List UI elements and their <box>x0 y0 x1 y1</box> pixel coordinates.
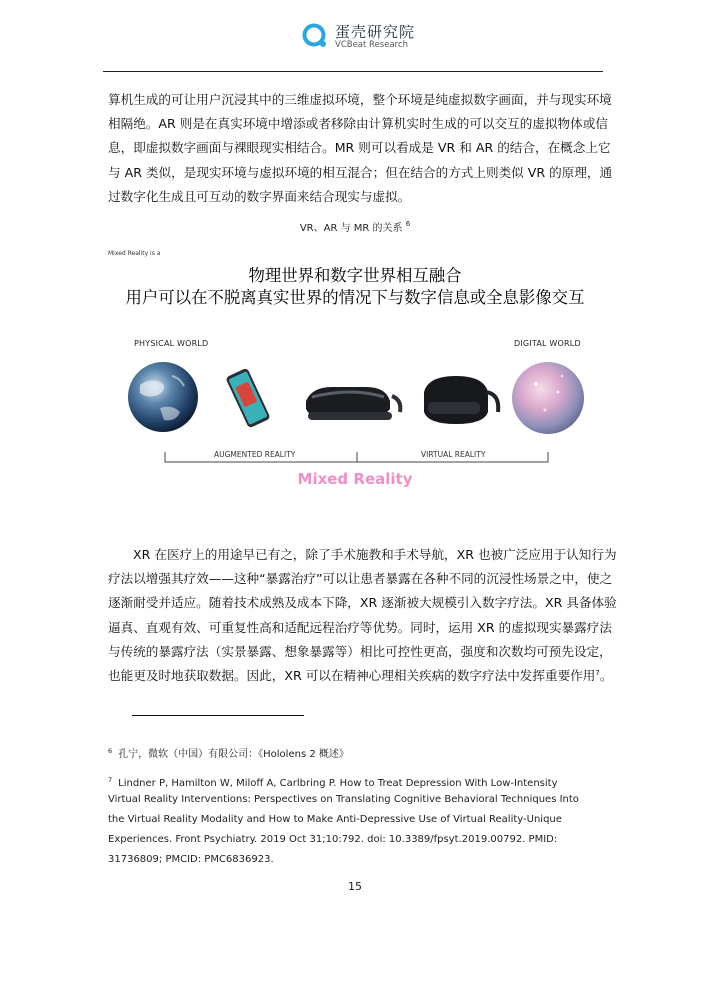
text-line: 算机生成的可让用户沉浸其中的三维虚拟环境，整个环境是纯虚拟数字画面，并与现实环境 <box>108 92 612 107</box>
augmented-reality-label: AUGMENTED REALITY <box>214 450 296 459</box>
footnote-line <box>108 770 608 790</box>
caption-footnote-ref: 6 <box>405 220 411 228</box>
text-line: 过数字化生成且可互动的数字界面来结合现实与虚拟。 <box>108 188 411 204</box>
text-line-content: 也能更及时地获取数据。因此，XR 可以在精神心理相关疾病的数字疗法中发挥重要作用 <box>108 667 596 683</box>
footnote-line: 31736809; PMCID: PMC6836923. <box>108 854 274 865</box>
text-line: 逼真、直观有效、可重复性高和适配远程治疗等优势。同时，运用 XR 的虚拟现实暴露疗法 <box>108 619 612 635</box>
footnote-divider <box>132 715 304 716</box>
logo-subtitle: VCBeat Research <box>335 40 409 50</box>
text-line: 与 AR 类似，是现实环境与虚拟环境的相互混合；但在结合的方式上则类似 VR 的原理，通 <box>108 164 613 180</box>
paragraph-xr-medical <box>108 543 617 688</box>
mixed-reality-label: Mixed Reality <box>297 470 413 488</box>
footnote-ref: 7 <box>595 668 600 677</box>
text-line: 疗法以增强其疗效——这种“暴露治疗”可以让患者暴露在各种不同的沉浸性场景之中，使之 <box>108 571 613 587</box>
footnote-text: 孔宁，微软（中国）有限公司：《Hololens 2 概述》 <box>118 749 349 760</box>
smartphone-icon <box>225 368 270 429</box>
text-line: 与传统的暴露疗法（实景暴露、想象暴露等）相比可控性更高，强度和次数均可预先设定， <box>108 643 612 659</box>
footnote-line: Virtual Reality Interventions: Perspectives on Translating Cognitive Behavioral Techniques Into <box>108 794 579 805</box>
footnote-mark: 6 <box>108 747 113 755</box>
digital-world-label: DIGITAL WORLD <box>514 339 581 348</box>
figure-small-label: Mixed Reality is a <box>108 250 161 257</box>
caption-text: VR、AR 与 MR 的关系 <box>299 223 403 234</box>
physical-world-label: PHYSICAL WORLD <box>134 339 209 348</box>
vr-headset-icon <box>424 376 498 424</box>
logo-name: 蛋壳研究院 <box>335 23 416 41</box>
footnote-line: the Virtual Reality Modality and How to Make Anti-Depressive Use of Virtual Reality-Unique <box>108 814 562 825</box>
digital-world-sphere-icon <box>512 362 584 434</box>
earth-globe-icon <box>128 362 198 432</box>
text-line: 息，即虚拟数字画面与裸眼现实相结合。MR 则可以看成是 VR 和 AR 的结合，在概念上它 <box>108 140 611 156</box>
text-line: 也能更及时地获取数据。因此，XR 可以在精神心理相关疾病的数字疗法中发挥重要作用$^7$。 <box>108 667 613 683</box>
page-number: 15 <box>348 880 362 893</box>
footnote-line: Experiences. Front Psychiatry. 2019 Oct 31;10:792. doi: 10.3389/fpsyt.2019.00792. PMID: <box>108 834 558 845</box>
text-line: 相隔绝。AR 则是在真实环境中增添或者移除由计算机实时生成的可以交互的虚拟物体或信 <box>108 116 608 132</box>
footnote-7 <box>108 770 608 870</box>
text-line: 逐渐耐受并适应。随着技术成熟及成本下降，XR 逐渐被大规模引入数字疗法。XR 具备体验 <box>108 595 617 611</box>
footnote-6 <box>108 741 608 761</box>
footnote-mark: 7 <box>108 776 113 784</box>
virtual-reality-label: VIRTUAL REALITY <box>421 450 486 459</box>
ar-headset-icon <box>306 387 400 420</box>
figure-title-line2: 用户可以在不脱离真实世界的情况下与数字信息或全息影像交互 <box>125 288 585 307</box>
footnote-line <box>108 741 608 761</box>
footnote-text: Lindner P, Hamilton W, Miloff A, Carlbring P. How to Treat Depression With Low-Intensity <box>118 778 558 789</box>
text-line: XR 在医疗上的用途早已有之，除了手术施教和手术导航，XR 也被广泛应用于认知行为 <box>133 547 617 562</box>
figure-title-line1: 物理世界和数字世界相互融合 <box>248 266 462 285</box>
